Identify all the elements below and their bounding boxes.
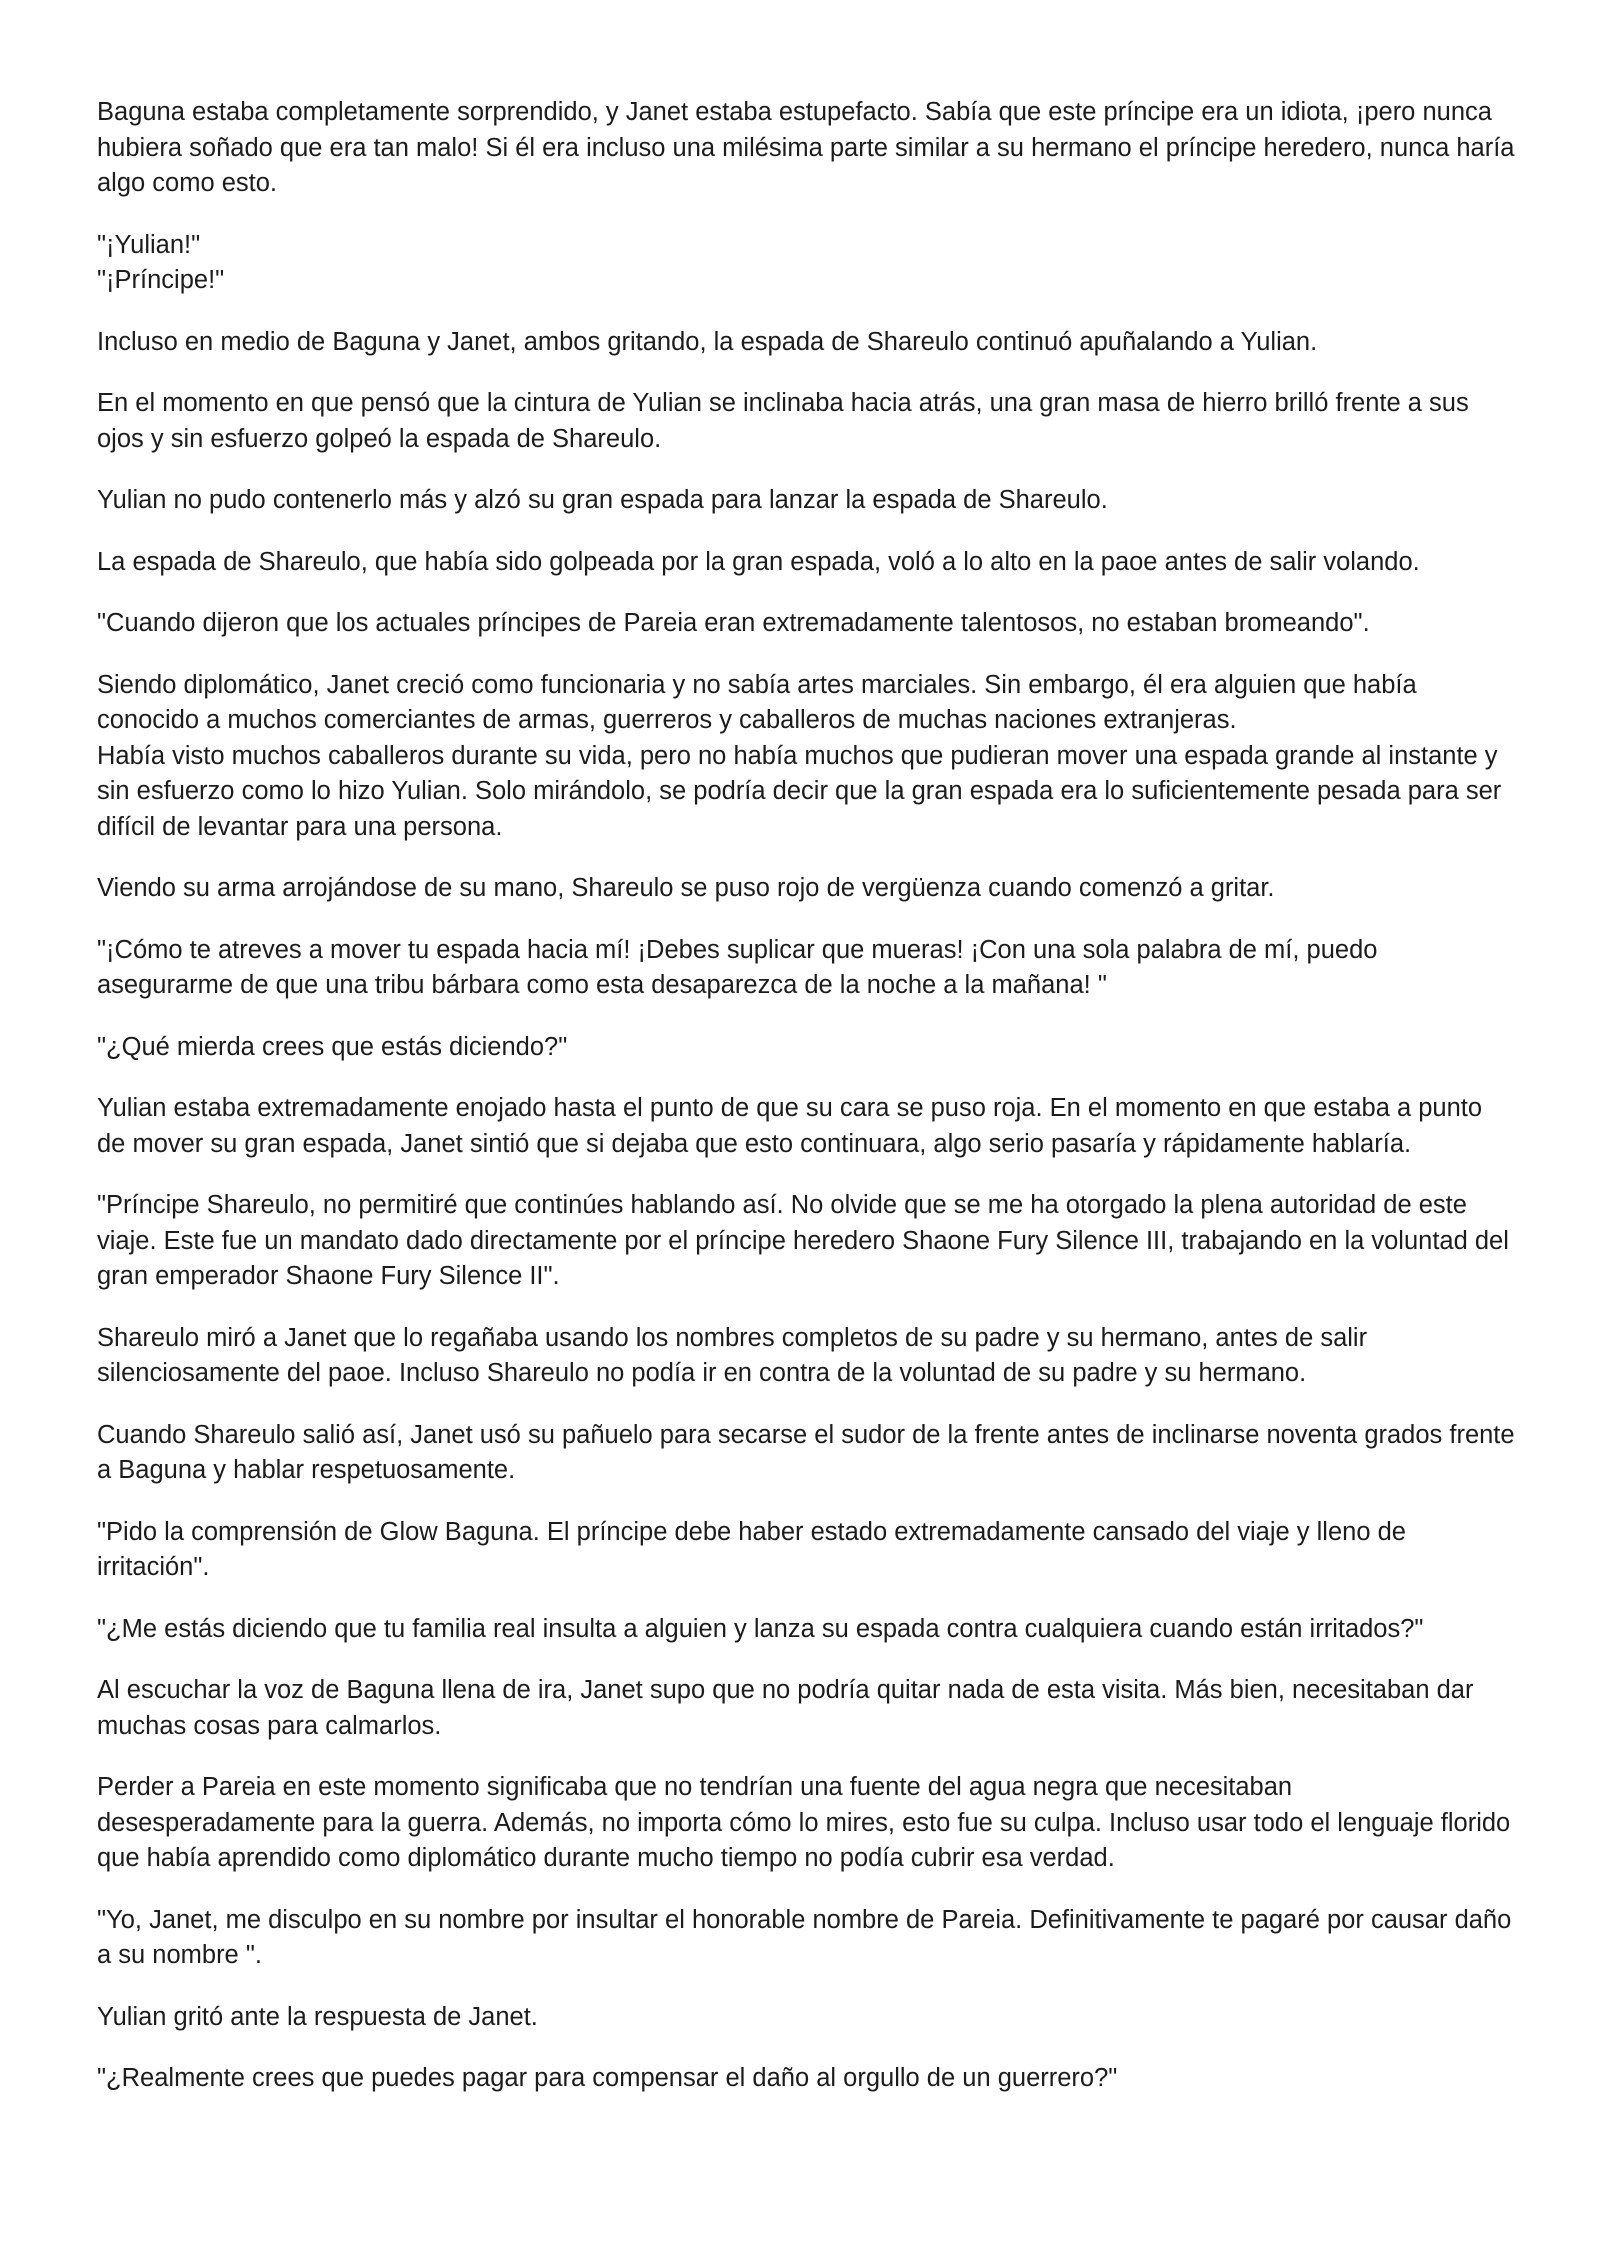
paragraph: Perder a Pareia en este momento significaba que no tendrían una fuente del agua negra que necesitaban desesperadamente para la guerra. Además, no importa cómo lo mires, esto fue su culpa. Incluso usar todo el lenguaje florido que había aprendido como diplomático durante mucho tiempo no podía cubrir esa verdad.	[97, 1773, 1511, 1872]
paragraph: "Pido la comprensión de Glow Baguna. El príncipe debe haber estado extremadamente cansado del viaje y lleno de irritación".	[97, 1517, 1406, 1581]
paragraph: "Príncipe Shareulo, no permitiré que continúes hablando así. No olvide que se me ha otorgado la plena autoridad de este viaje. Este fue un mandato dado directamente por el príncipe heredero Shaone Fury Silence III, trabajando en la voluntad del gran emperador Shaone Fury Silence II".	[97, 1191, 1509, 1290]
paragraph: Baguna estaba completamente sorprendido, y Janet estaba estupefacto. Sabía que este príncipe era un idiota, ¡pero nunca hubiera soñado que era tan malo! Si él era incluso una milésima parte similar a su hermano el príncipe heredero, nunca haría algo como esto.	[97, 98, 1515, 197]
paragraph: "¿Me estás diciendo que tu familia real insulta a alguien y lanza su espada contra cualquiera cuando están irritados?"	[97, 1614, 1424, 1643]
paragraph: Cuando Shareulo salió así, Janet usó su pañuelo para secarse el sudor de la frente antes de inclinarse noventa grados frente a Baguna y hablar respetuosamente.	[97, 1420, 1515, 1484]
paragraph: Incluso en medio de Baguna y Janet, ambos gritando, la espada de Shareulo continuó apuñalando a Yulian.	[97, 327, 1318, 356]
paragraph: Yulian no pudo contenerlo más y alzó su gran espada para lanzar la espada de Shareulo.	[97, 486, 1108, 514]
paragraph: Yulian estaba extremadamente enojado hasta el punto de que su cara se puso roja. En el momento en que estaba a punto de mover su gran espada, Janet sintió que si dejaba que esto continuara, algo serio pasaría y rápidamente hablaría.	[97, 1094, 1483, 1158]
paragraph: "Yo, Janet, me disculpo en su nombre por insultar el honorable nombre de Pareia. Definitivamente te pagaré por causar daño a su nombre ".	[97, 1905, 1512, 1969]
document-page	[97, 95, 1517, 2123]
paragraph: "¿Realmente crees que puedes pagar para compensar el daño al orgullo de un guerrero?"	[97, 2064, 1118, 2092]
paragraph: "Cuando dijeron que los actuales príncipes de Pareia eran extremadamente talentosos, no estaban bromeando".	[97, 609, 1370, 637]
paragraph: "¡Yulian!" "¡Príncipe!"	[97, 230, 225, 294]
paragraph: La espada de Shareulo, que había sido golpeada por la gran espada, voló a lo alto en la paoe antes de salir volando.	[97, 547, 1420, 576]
paragraph: Siendo diplomático, Janet creció como funcionaria y no sabía artes marciales. Sin embargo, él era alguien que había conocido a muchos comerciantes de armas, guerreros y caballeros de muchas naciones extranjeras. Había visto muchos caballeros durante su vida, pero no había muchos que pudieran mover una espada grande al instante y sin esfuerzo como lo hizo Yulian. Solo mirándolo, se podría decir que la gran espada era lo suficientemente pesada para ser difícil de levantar para una persona.	[97, 670, 1502, 841]
paragraph: Viendo su arma arrojándose de su mano, Shareulo se puso rojo de vergüenza cuando comenzó a gritar.	[97, 874, 1275, 902]
paragraph: En el momento en que pensó que la cintura de Yulian se inclinaba hacia atrás, una gran masa de hierro brilló frente a sus ojos y sin esfuerzo golpeó la espada de Shareulo.	[97, 389, 1469, 453]
paragraph: Yulian gritó ante la respuesta de Janet.	[97, 2002, 538, 2031]
paragraph: "¡Cómo te atreves a mover tu espada hacia mí! ¡Debes suplicar que mueras! ¡Con una sola palabra de mí, puedo asegurarme de que una tribu bárbara como esta desaparezca de la noche a la mañana! "	[97, 935, 1378, 999]
paragraph: Al escuchar la voz de Baguna llena de ira, Janet supo que no podría quitar nada de esta visita. Más bien, necesitaban dar muchas cosas para calmarlos.	[97, 1676, 1474, 1740]
paragraph: Shareulo miró a Janet que lo regañaba usando los nombres completos de su padre y su hermano, antes de salir silenciosamente del paoe. Incluso Shareulo no podía ir en contra de la voluntad de su padre y su hermano.	[97, 1323, 1368, 1387]
paragraph: "¿Qué mierda crees que estás diciendo?"	[97, 1032, 568, 1061]
